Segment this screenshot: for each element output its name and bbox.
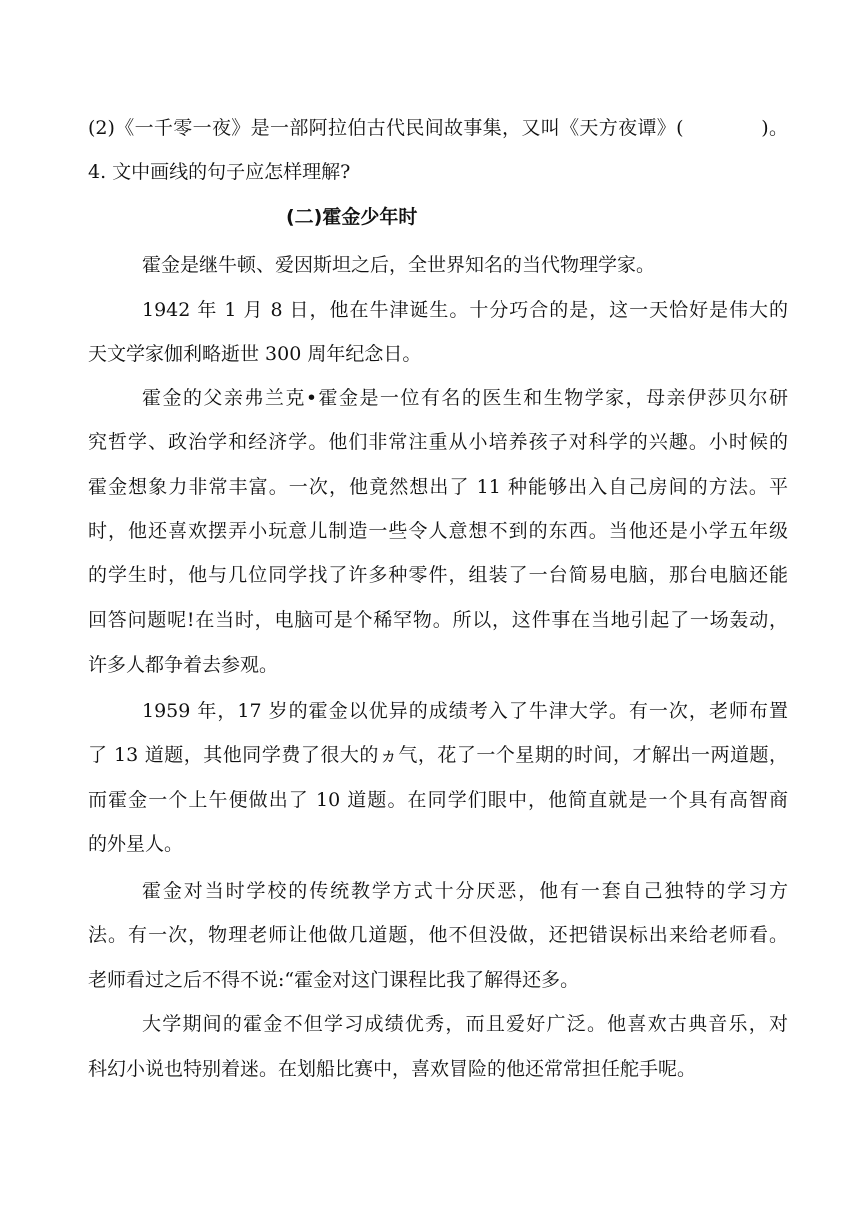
paragraph-4-line-4: 的外星人。: [88, 833, 184, 855]
paragraph-5-line-1: 霍金对当时学校的传统教学方式十分厌恶，他有一套自己独特的学习方: [142, 880, 788, 902]
paragraph-6-line-1: 大学期间的霍金不但学习成绩优秀，而且爱好广泛。他喜欢古典音乐，对: [142, 1013, 788, 1035]
paragraph-1-line-1: 霍金是继牛顿、爱因斯坦之后，全世界知名的当代物理学家。: [142, 254, 656, 276]
paragraph-3-line-2: 究哲学、政治学和经济学。他们非常注重从小培养孩子对科学的兴趣。小时候的: [88, 431, 788, 453]
paragraph-5-line-2: 法。有一次，物理老师让他做几道题，他不但没做，还把错误标出来给老师看。: [88, 924, 788, 946]
paragraph-3-line-1: 霍金的父亲弗兰克•霍金是一位有名的医生和生物学家，母亲伊莎贝尔研: [142, 387, 788, 409]
paragraph-3-line-7: 许多人都争着去参观。: [88, 654, 279, 676]
paragraph-3-line-3: 霍金想象力非常丰富。一次，他竟然想出了 11 种能够出入自己房间的方法。平: [88, 476, 788, 498]
question-2-text: (2)《一千零一夜》是一部阿拉伯古代民间故事集，又叫《天方夜谭》( )。: [88, 117, 788, 139]
paragraph-3-line-4: 时，他还喜欢摆弄小玩意儿制造一些令人意想不到的东西。当他还是小学五年级: [88, 520, 788, 542]
section-title: (二)霍金少年时: [286, 206, 418, 228]
paragraph-4-line-1: 1959 年，17 岁的霍金以优异的成绩考入了牛津大学。有一次，老师布置: [142, 700, 788, 722]
paragraph-3-line-6: 回答问题呢!在当时，电脑可是个稀罕物。所以，这件事在当地引起了一场轰动，: [88, 609, 788, 631]
paragraph-3-line-5: 的学生时，他与几位同学找了许多种零件，组装了一台简易电脑，那台电脑还能: [88, 564, 788, 586]
paragraph-4-line-3: 而霍金一个上午便做出了 10 道题。在同学们眼中，他简直就是一个具有高智商: [88, 789, 788, 811]
paragraph-4-line-2: 了 13 道题，其他同学费了很大的ヵ气，花了一个星期的时间，才解出一两道题，: [88, 744, 788, 766]
paragraph-2-line-1: 1942 年 1 月 8 日，他在牛津诞生。十分巧合的是，这一天恰好是伟大的: [142, 299, 788, 321]
paragraph-5-line-3: 老师看过之后不得不说:“霍金对这门课程比我了解得还多。: [88, 969, 580, 991]
question-4-text: 4. 文中画线的句子应怎样理解?: [88, 161, 351, 183]
paragraph-6-line-2: 科幻小说也特别着迷。在划船比赛中，喜欢冒险的他还常常担任舵手呢。: [88, 1058, 697, 1080]
paragraph-2-line-2: 天文学家伽利略逝世 300 周年纪念日。: [88, 343, 422, 365]
